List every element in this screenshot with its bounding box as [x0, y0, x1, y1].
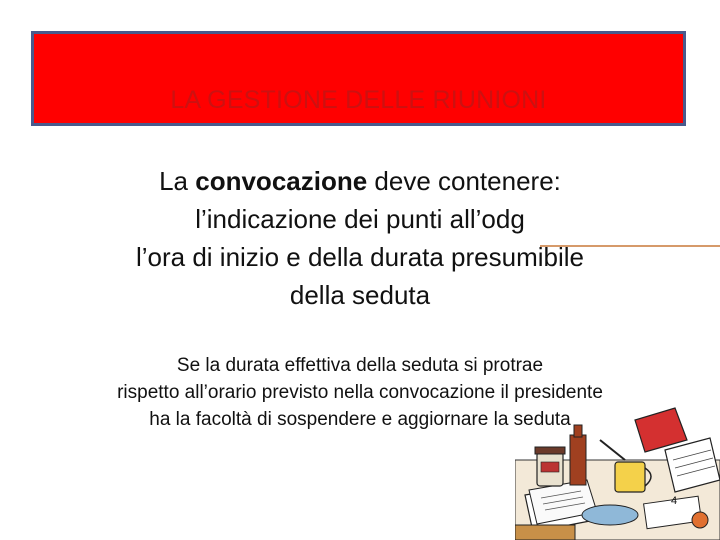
note-line-1: Se la durata effettiva della seduta si protrae — [176, 355, 544, 376]
main-text-block — [60, 162, 660, 314]
main-line-4: della seduta — [289, 280, 431, 310]
cluttered-desk-clipart — [515, 400, 720, 540]
note-line-2: rispetto all’orario previsto nella convocazione il presidente — [117, 382, 603, 403]
page-number: 4 — [671, 495, 678, 507]
main-line-1-bold: convocazione — [195, 166, 368, 196]
main-line-3: l’ora di inizio e della durata presumibile — [135, 242, 585, 272]
main-line-1-suffix: deve contenere: — [367, 166, 561, 196]
main-line-1-prefix: La — [159, 166, 196, 196]
main-line-1 — [60, 162, 660, 200]
note-line-3: ha la facoltà di sospendere e aggiornare la seduta — [149, 409, 571, 430]
slide-title: LA GESTIONE DELLE RIUNIONI — [170, 86, 547, 114]
title-box — [31, 31, 686, 126]
main-line-2: l’indicazione dei punti all’odg — [195, 204, 525, 234]
